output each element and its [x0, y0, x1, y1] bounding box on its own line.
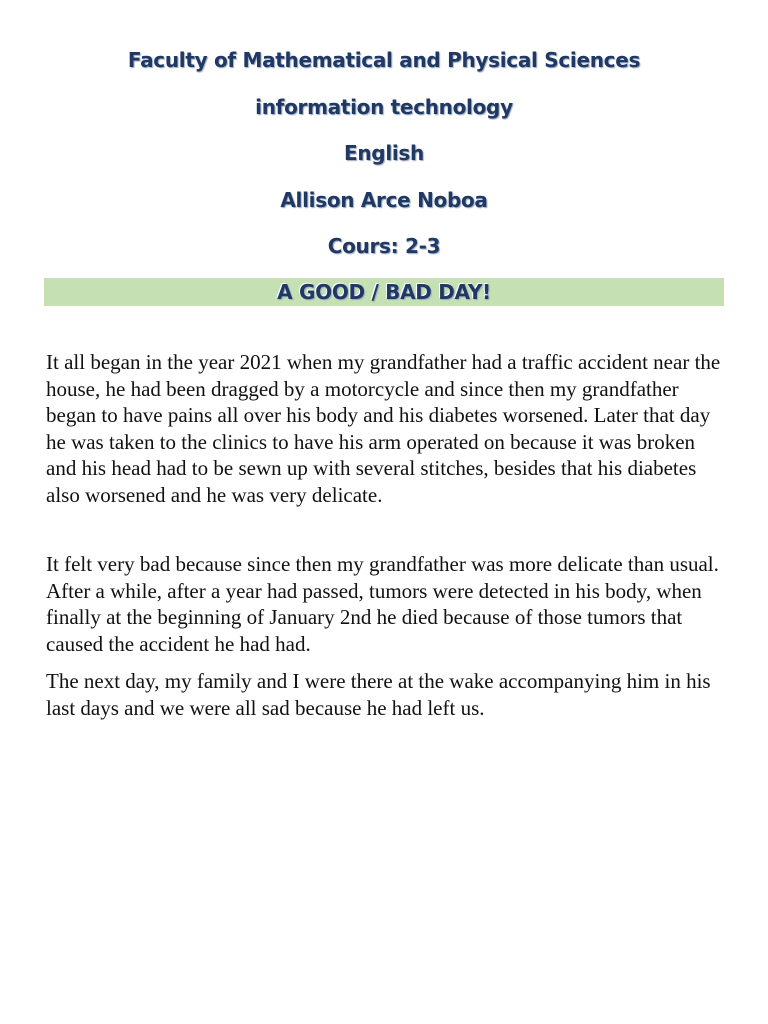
- student-name-heading: Allison Arce Noboa: [280, 188, 488, 212]
- title-banner: [44, 278, 724, 306]
- paragraph-3: The next day, my family and I were there at the wake accompanying him in his last days and we were all sad because he had left us.: [46, 669, 711, 720]
- subject-heading: English: [344, 141, 424, 165]
- course-heading: Cours: 2-3: [327, 234, 441, 258]
- paragraph-2: It felt very bad because since then my grandfather was more delicate than usual. After a while, after a year had passed, tumors were detected in his body, when finally at the beginning of January 2nd he died because of those tumors that caused the accident he had had.: [46, 552, 719, 656]
- paragraph-1: It all began in the year 2021 when my grandfather had a traffic accident near the house, he had been dragged by a motorcycle and since then my grandfather began to have pains all over his body and his diabetes worsened. Later that day he was taken to the clinics to have his arm operated on because it was broken and his head had to be sewn up with several stitches, besides that his diabetes also worsened and he was very delicate.: [46, 350, 721, 507]
- program-heading: information technology: [255, 95, 513, 119]
- faculty-heading: Faculty of Mathematical and Physical Sciences: [127, 48, 641, 72]
- essay-title: A GOOD / BAD DAY!: [277, 280, 491, 304]
